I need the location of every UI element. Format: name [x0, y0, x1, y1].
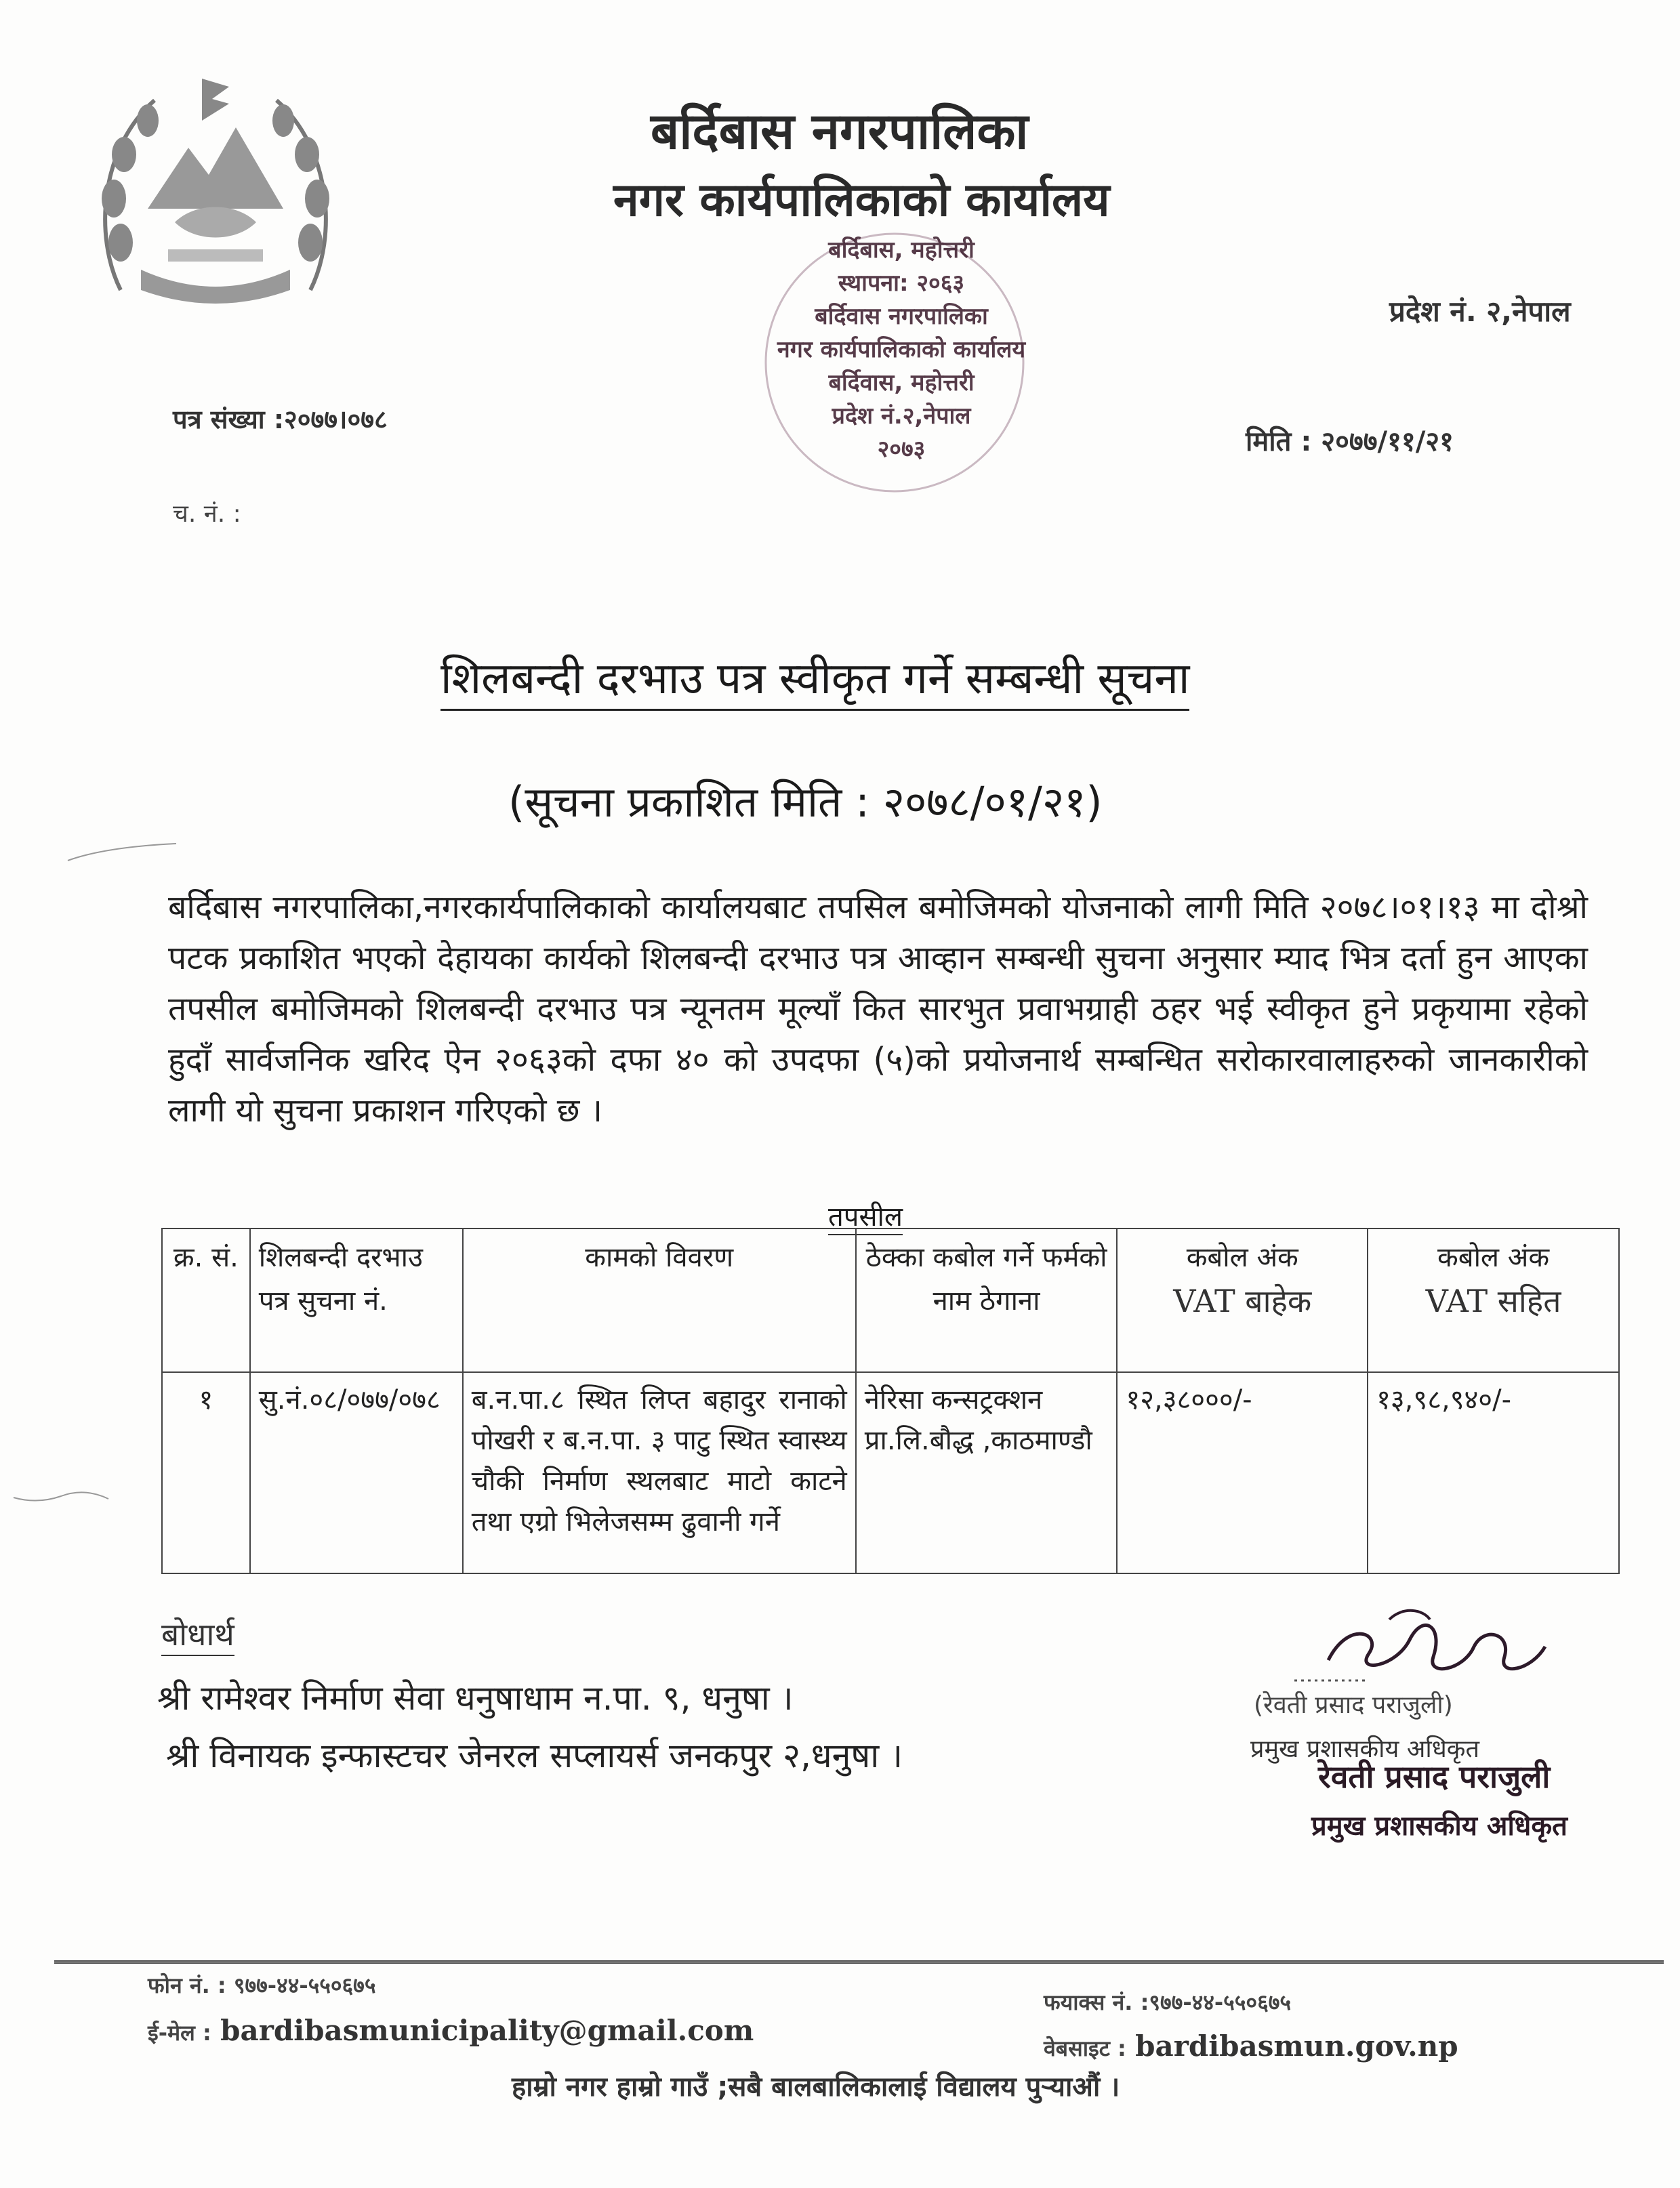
province-label: प्रदेश नं. २,नेपाल — [1389, 295, 1571, 328]
scan-mark — [64, 840, 180, 867]
municipality-name: बर्दिबास नगरपालिका — [651, 102, 1029, 161]
cc-recipient: श्री विनायक इन्फास्टचर जेनरल सप्लायर्स जनकपुर २,धनुषा । — [166, 1736, 903, 1775]
cell-notice-no: सु.नं.०८/०७७/०७८ — [250, 1372, 463, 1573]
cell-sn: १ — [162, 1372, 250, 1573]
header-vat-label: VAT सहित — [1425, 1283, 1561, 1319]
footer-fax: फयाक्स नं. :९७७-४४-५५०६७५ — [1044, 1989, 1291, 2015]
signature-icon — [1288, 1606, 1572, 1694]
header-sn: क्र. सं. — [162, 1229, 250, 1372]
cell-bid-excl-vat: १२,३८०००/- — [1117, 1372, 1368, 1573]
signatory-typed-name: (रेवती प्रसाद पराजुली) — [1254, 1691, 1453, 1719]
signatory-stamp-name: रेवती प्रसाद पराजुली — [1318, 1758, 1551, 1795]
seal-line: बर्दिबास, महोत्तरी — [828, 236, 975, 264]
published-date: (सूचना प्रकाशित मिति : २०७८/०१/२१) — [508, 777, 1103, 827]
header-bid-excl-vat — [1117, 1229, 1368, 1372]
cc-label: बोधार्थ — [161, 1613, 234, 1656]
seal-line: नगर कार्यपालिकाको कार्यालय — [777, 336, 1026, 363]
email-link[interactable]: bardibasmunicipality@gmail.com — [220, 2014, 754, 2047]
footer-website — [1044, 2029, 1458, 2063]
signatory-stamp-title: प्रमुख प्रशासकीय अधिकृत — [1311, 1811, 1568, 1842]
signatory-typed-title: प्रमुख प्रशासकीय अधिकृत — [1250, 1735, 1479, 1763]
letter-date: मिति : २०७७/११/२१ — [1246, 426, 1454, 457]
cell-bid-incl-vat: १३,९८,९४०/- — [1368, 1372, 1619, 1573]
seal-line: स्थापना: २०६३ — [838, 270, 965, 297]
notice-title: शिलबन्दी दरभाउ पत्र स्वीकृत गर्ने सम्बन्धी सूचना — [441, 647, 1189, 711]
office-seal-text — [759, 234, 1044, 466]
seal-line: २०७३ — [877, 436, 926, 463]
seal-line: बर्दिवास, महोत्तरी — [828, 369, 975, 396]
header-bid-incl-vat — [1368, 1229, 1619, 1372]
letter-number: पत्र संख्या :२०७७।०७८ — [173, 405, 388, 434]
cell-description: ब.न.पा.८ स्थित लिप्त बहादुर रानाको पोखरी र ब.न.पा. ३ पाटु स्थित स्वास्थ्य चौकी निर्माण स्थलबाट माटो काटने तथा एग्रो भिलेजसम्म ढुवानी गर्ने — [463, 1372, 856, 1573]
dispatch-number: च. नं. : — [173, 500, 241, 528]
footer-email — [148, 2014, 754, 2047]
table-row — [162, 1372, 1619, 1573]
website-link[interactable]: bardibasmun.gov.np — [1135, 2029, 1458, 2063]
cell-firm: नेरिसा कन्सट्रक्शन प्रा.लि.बौद्ध ,काठमाण्डौ — [856, 1372, 1118, 1573]
header-bid-label: कबोल अंक — [1186, 1242, 1298, 1273]
header-notice-no: शिलबन्दी दरभाउ पत्र सुचना नं. — [250, 1229, 463, 1372]
header-vat-label: VAT बाहेक — [1173, 1283, 1312, 1319]
notice-body: बर्दिबास नगरपालिका,नगरकार्यपालिकाको कार्यालयबाट तपसिल बमोजिमको योजनाको लागी मिति २०७८।०१।१३ मा दोश्रो पटक प्रकाशित भएको देहायका कार्यको शिलबन्दी दरभाउ पत्र आव्हान सम्बन्धी सुचना अनुसार म्याद भित्र दर्ता हुन आएका तपसील बमोजिमको शिलबन्दी दरभाउ पत्र न्यूनतम मूल्याँ कित सारभुत प्रवाभग्राही ठहर भई स्वीकृत हुने प्रकृयामा रहेको हुदाँ सार्वजनिक खरिद ऐन २०६३को दफा ४० को उपदफा (५)को प्रयोजनार्थ सम्बन्धित सरोकारवालाहरुको जानकारीको लागी यो सुचना प्रकाशन गरिएको छ । — [168, 888, 1588, 1130]
header-firm: ठेक्का कबोल गर्ने फर्मको नाम ठेगाना — [856, 1229, 1118, 1372]
scan-mark — [10, 1484, 112, 1511]
table-header-row — [162, 1229, 1619, 1372]
seal-line: बर्दिवास नगरपालिका — [815, 303, 988, 330]
header-description: कामको विवरण — [463, 1229, 856, 1372]
cc-recipient: श्री रामेश्वर निर्माण सेवा धनुषाधाम न.पा. ९, धनुषा । — [157, 1678, 794, 1718]
footer-slogan: हाम्रो नगर हाम्रो गाउँ ;सबै बालबालिकालाई विद्यालय पुऱ्याऔं । — [512, 2071, 1120, 2103]
website-label: वेबसाइट : — [1044, 2036, 1126, 2061]
bid-details-table — [161, 1228, 1620, 1574]
footer-divider — [54, 1960, 1664, 1964]
nepal-emblem-icon — [94, 66, 337, 324]
seal-line: प्रदेश नं.२,नेपाल — [832, 402, 971, 430]
footer-phone: फोन नं. : ९७७-४४-५५०६७५ — [148, 1973, 376, 1998]
office-name: नगर कार्यपालिकाको कार्यालय — [613, 173, 1110, 227]
header-bid-label: कबोल अंक — [1437, 1242, 1550, 1273]
email-label: ई-मेल : — [148, 2020, 211, 2046]
table-caption: तपसील — [828, 1197, 903, 1235]
